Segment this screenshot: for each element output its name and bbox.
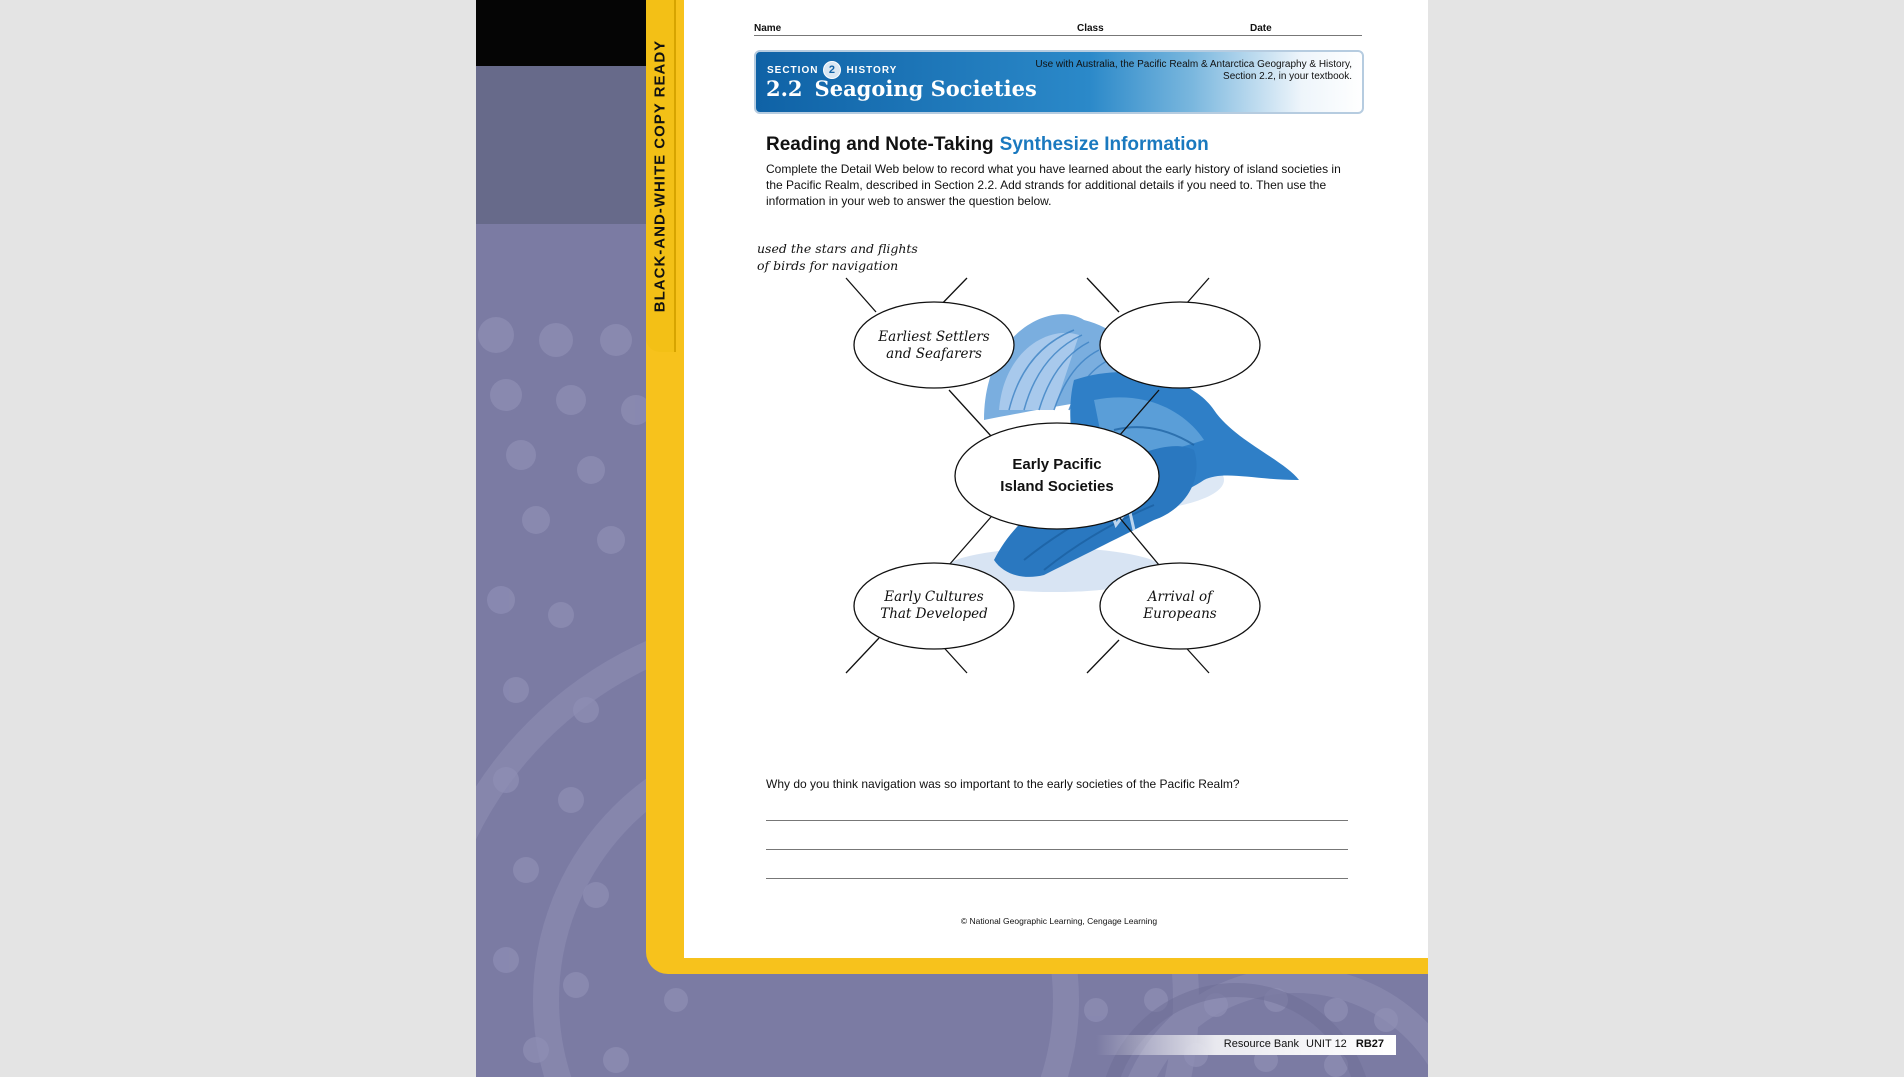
instructions-text: Complete the Detail Web below to record what you have learned about the early history of island societies in the Pacific Realm, described in Section 2.2. Add strands for additional details if you need to. Then use the information in your web to answer the question below. <box>766 162 1341 208</box>
footer-label: Resource Bank <box>1223 1038 1299 1050</box>
worksheet-page <box>754 0 1364 958</box>
center-oval-line-1: Early Pacific <box>1012 456 1102 473</box>
bottom-right-oval-line-2: Europeans <box>1143 606 1217 622</box>
oval-top-right <box>1100 302 1260 388</box>
bottom-left-oval-label <box>880 589 988 623</box>
textbook-reference <box>1032 59 1352 83</box>
copyright-notice: © National Geographic Learning, Cengage Learning <box>960 916 1158 926</box>
section-label: SECTION <box>767 64 819 76</box>
textbook-reference-line-2: Section 2.2, in your textbook. <box>1223 71 1352 82</box>
subject-label: HISTORY <box>846 64 898 76</box>
textbook-reference-line-1: Use with Australia, the Pacific Realm & Antarctica Geography & History, <box>1035 59 1352 70</box>
footer-text <box>1224 1038 1384 1050</box>
lesson-number: 2.2 <box>766 76 803 101</box>
answer-line-3[interactable] <box>766 878 1348 879</box>
bottom-left-oval-line-1: Early Cultures <box>884 589 984 605</box>
synthesis-question: Why do you think navigation was so important to the early societies of the Pacific Realm? <box>766 777 1240 791</box>
center-oval-line-2: Island Societies <box>1000 478 1114 495</box>
bottom-right-oval-line-1: Arrival of <box>1147 589 1213 605</box>
section-banner <box>754 50 1364 114</box>
handwritten-note-line-2: of birds for navigation <box>757 258 899 273</box>
top-left-oval-label <box>878 329 989 363</box>
top-left-oval-line-2: and Seafarers <box>886 346 982 362</box>
page-footer <box>1096 1035 1396 1055</box>
bottom-right-oval-label <box>1143 589 1216 623</box>
top-left-oval-line-1: Earliest Settlers <box>878 329 990 345</box>
date-label: Date <box>1250 23 1272 34</box>
lesson-title <box>766 76 1037 101</box>
class-label: Class <box>1077 23 1104 34</box>
side-tab-label: BLACK-AND-WHITE COPY READY <box>651 39 669 313</box>
footer-page-number: RB27 <box>1355 1038 1384 1050</box>
name-label: Name <box>754 23 782 34</box>
handwritten-note-line-1: used the stars and flights <box>757 241 918 256</box>
footer-unit: UNIT 12 <box>1306 1038 1347 1050</box>
activity-heading-main: Reading and Note-Taking <box>766 134 994 155</box>
activity-heading-skill: Synthesize Information <box>999 134 1209 155</box>
bottom-left-oval-line-2: That Developed <box>880 606 988 622</box>
answer-line-2[interactable] <box>766 849 1348 850</box>
lesson-title-text: Seagoing Societies <box>814 76 1037 101</box>
section-number-badge: 2 <box>823 61 841 79</box>
name-class-date-row <box>754 21 1362 36</box>
activity-heading <box>766 134 1209 156</box>
answer-line-1[interactable] <box>766 820 1348 821</box>
center-oval-label <box>1000 454 1113 498</box>
